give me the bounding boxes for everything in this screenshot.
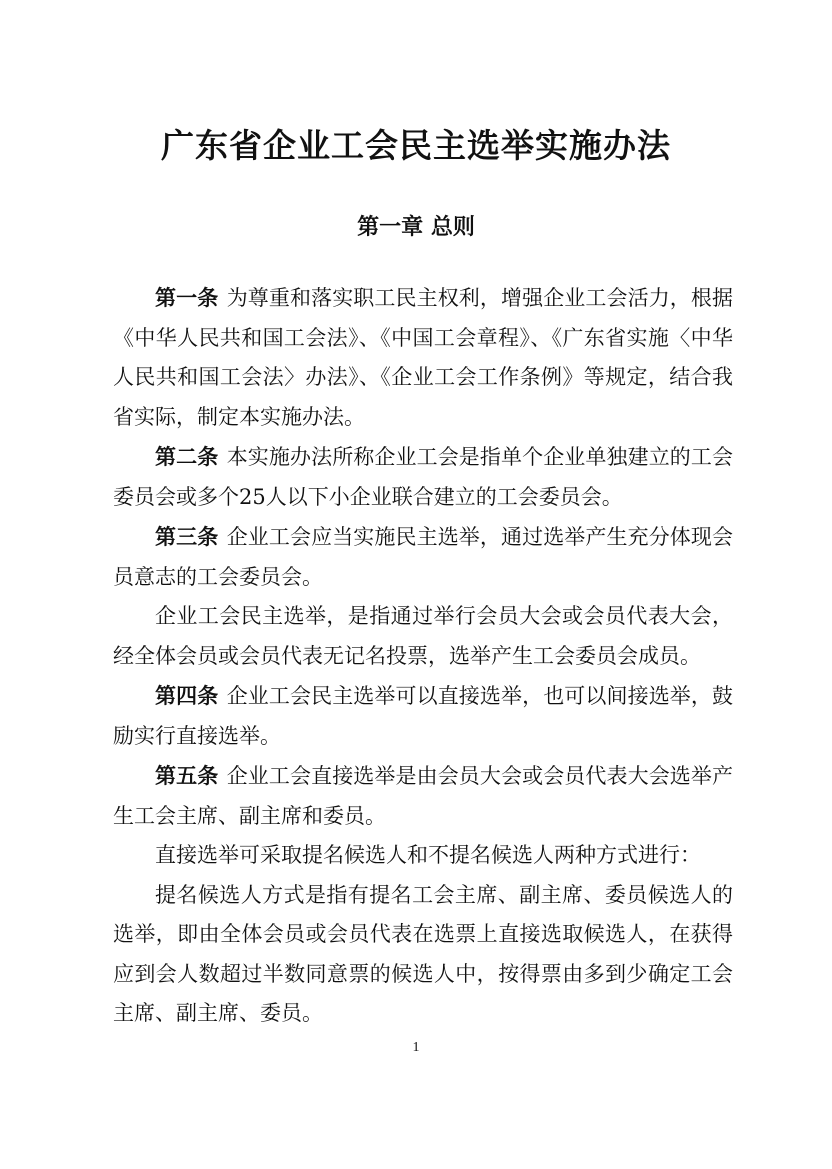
article-text: 为尊重和落实职工民主权利，增强企业工会活力，根据《中华人民共和国工会法》、《中国工会章程》、《广东省实施〈中华人民共和国工会法〉办法》、《企业工会工作条例》等规定，结合我省实际，制定本实施办法。 — [113, 286, 734, 429]
article-text: 企业工会民主选举可以直接选举，也可以间接选举，鼓励实行直接选举。 — [113, 684, 734, 748]
article-text: 本实施办法所称企业工会是指单个企业单独建立的工会委员会或多个25人以下小企业联合建立的工会委员会。 — [113, 445, 734, 509]
article-2 — [113, 437, 733, 517]
article-3 — [113, 517, 733, 597]
article-label: 第一条 — [155, 285, 219, 310]
paragraph-text: 提名候选人方式是指有提名工会主席、副主席、委员候选人的选举，即由全体会员或会员代表在选票上直接选取候选人，在获得应到会人数超过半数同意票的候选人中，按得票由多到少确定工会主席、副主席、委员。 — [113, 882, 733, 1025]
article-1 — [113, 278, 733, 437]
article-text: 企业工会应当实施民主选举，通过选举产生充分体现会员意志的工会委员会。 — [113, 525, 734, 589]
page-number: 1 — [412, 1040, 420, 1055]
article-label: 第三条 — [155, 524, 219, 549]
document-body — [113, 278, 733, 1034]
article-5-paragraph-3 — [113, 876, 733, 1034]
paragraph-text: 企业工会民主选举，是指通过举行会员大会或会员代表大会，经全体会员或会员代表无记名投票，选举产生工会委员会成员。 — [113, 604, 733, 668]
article-4 — [113, 676, 733, 756]
document-title: 广东省企业工会民主选举实施办法 — [161, 126, 671, 165]
paragraph-text: 直接选举可采取提名候选人和不提名候选人两种方式进行： — [155, 843, 701, 867]
article-label: 第二条 — [155, 444, 219, 469]
article-label: 第五条 — [155, 763, 219, 788]
article-5 — [113, 756, 733, 836]
article-3-paragraph-2 — [113, 597, 733, 676]
chapter-heading: 第一章 总则 — [357, 214, 475, 240]
article-label: 第四条 — [155, 683, 219, 708]
article-5-paragraph-2 — [113, 836, 733, 876]
article-text: 企业工会直接选举是由会员大会或会员代表大会选举产生工会主席、副主席和委员。 — [113, 764, 734, 828]
